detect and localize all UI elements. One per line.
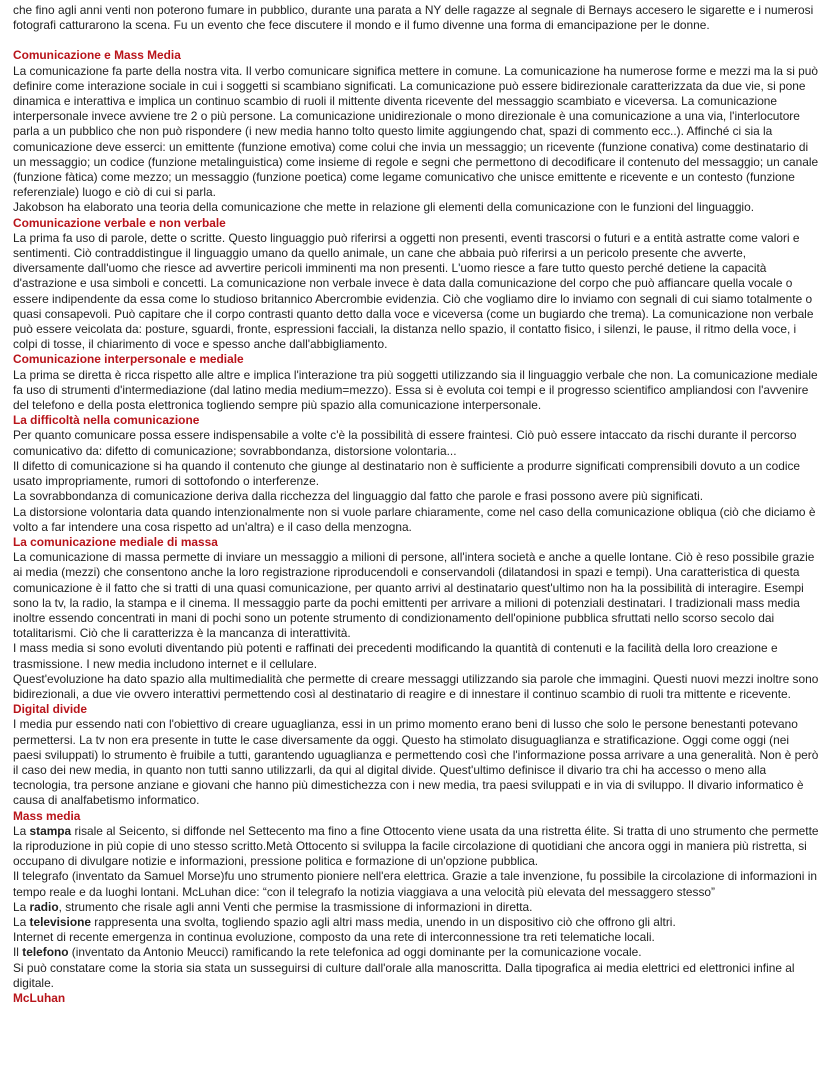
term-radio: radio [29, 899, 59, 914]
paragraph-telefono [13, 945, 820, 960]
text: risale al Seicento, si diffonde nel Settecento ma fino a fine Ottocento viene usata da una ristretta élite. Si tratta di uno strumento che permette la riproduzione in più copie di uno stesso scritto.Metà Ottocento si sviluppa la facile circolazione di quotidiani che ancora oggi in maniera più ristretta, si occupano di divulgare notizie e informazioni, pressione politica e formazione di un'opzione pubblica. [13, 823, 819, 869]
paragraph: Il difetto di comunicazione si ha quando il contenuto che giunge al destinatario non è sufficiente a produrre significati comprensibili dovuto a un codice usato impropriamente, rumori di sottofondo o interferenze. [13, 458, 801, 489]
heading-mediale-di-massa: La comunicazione mediale di massa [13, 534, 218, 549]
paragraph-stampa [13, 824, 820, 870]
heading-verbale-non-verbale: Comunicazione verbale e non verbale [13, 215, 226, 230]
term-telefono: telefono [22, 945, 69, 960]
heading-digital-divide: Digital divide [13, 702, 87, 717]
heading-comunicazione-mass-media: Comunicazione e Mass Media [13, 48, 181, 63]
intro-paragraph: che fino agli anni venti non poterono fumare in pubblico, durante una parata a NY delle ragazze al segnale di Bernays accesero le sigarette e i numerosi fotografi catturarono la scena. Fu un evento che fece discutere il mondo e il fumo divenne una forma di emancipazione per le donne. [13, 3, 814, 33]
paragraph: La prima se diretta è ricca rispetto alle altre e implica l'interazione tra più soggetti utilizzando sia il linguaggio verbale che non. La comunicazione mediale fa uso di strumenti d'intermediazione (dal latino media medium=mezzo). Essa si è evoluta coi tempi e il progresso scientifico ampliandosi con l'avvenire del telefono e della posta elettronica togliendo sempre più spazio alla comunicazione interpersonale. [13, 367, 818, 413]
text: La [13, 914, 30, 929]
paragraph: Jakobson ha elaborato una teoria della comunicazione che mette in relazione gli elementi della comunicazione con le funzioni del linguaggio. [13, 200, 754, 215]
paragraph: La distorsione volontaria data quando intenzionalmente non si vuole parlare chiaramente, come nel caso della comunicazione obliqua (ciò che diciamo è volto a far intendere una cosa rispetto ad un'altra) e il caso della menzogna. [13, 504, 816, 534]
paragraph-telegrafo: Il telegrafo (inventato da Samuel Morse)fu uno strumento pioniere nell'era elettrica. Grazie a tale invenzione, fu possibile la circolazione di informazioni in tempo reale e da luoghi lontani. McLuhan dice: “con il telegrafo la notizia viaggiava a una velocità più elevata del messaggero stesso” [13, 869, 817, 899]
paragraph: La sovrabbondanza di comunicazione deriva dalla ricchezza del linguaggio dal fatto che parole e frasi possono avere più significati. [13, 489, 704, 504]
paragraph: La comunicazione fa parte della nostra vita. Il verbo comunicare significa mettere in comune. La comunicazione ha numerose forme e mezzi ma la si può definire come interazione sociale in cui i soggetti si scambiano significati. La comunicazione può essere bidirezionale caratterizzata da due vie, si pone dinamica e interattiva e implica un continuo scambio di ruoli il mittente diventa ricevente del messaggio scambiato e viceversa. La comunicazione interpersonale invece avviene tre 2 o più persone. La comunicazione unidirezionale o mono direzionale è una comunicazione a una via, l'interlocutore parla a un pubblico che non può rispondere (i new media hanno tolto questo limite aggiungendo chat, spazi di commento ecc..). Affinché ci sia la comunicazione deve esserci: un emittente (funzione emotiva) come colui che invia un messaggio; un ricevente (funzione conativa) come destinatario di un messaggio; un codice (funzione metalinguistica) come insieme di regole e segni che permettono di decodificare il contenuto del messaggio; un canale (funzione fàtica) come mezzo; un messaggio (funzione poetica) come legame comunicativo che unisce emittente e ricevente e un contesto (funzione referenziale) luogo e ciò di cui si parla. [13, 63, 819, 200]
paragraph: La prima fa uso di parole, dette o scritte. Questo linguaggio può riferirsi a oggetti non presenti, eventi trascorsi o futuri e a entità astratte come valori e sentimenti. Ciò contraddistingue il linguaggio umano da quello animale, un cane che abbaia può riferirsi a un pericolo presente che avverte, diversamente dall'uomo che riesce ad avvertire pericoli imminenti ma non presenti. L'uomo riesce a fare tutto questo perché detiene la capacità d'astrazione e usa simboli e concetti. La comunicazione non verbale invece è data dalla comunicazione del corpo che può affiancare quella vocale o essere indipendente da essa come lo studioso britannico Abercrombie evidenzia. Ciò che vogliamo dire lo inviamo con segnali di cui siamo totalmente o quasi consapevoli. Può capitare che il corpo contrasti quanto detto dalla voce e viceversa (come un bugiardo che trema). La comunicazione non verbale può essere veicolata da: posture, sguardi, fronte, espressioni facciali, la distanza nello spazio, il contatto fisico, i silenzi, le pause, il ritmo della voce, i colpi di tosse, il chiarimento di voce e spesso anche dall'abbigliamento. [13, 230, 814, 352]
heading-mcluhan: McLuhan [13, 991, 66, 1005]
heading-interpersonale-mediale: Comunicazione interpersonale e mediale [13, 352, 244, 367]
paragraph: I media pur essendo nati con l'obiettivo di creare uguaglianza, essi in un primo momento erano beni di lusso che solo le persone benestanti potevano permettersi. La tv non era presente in tutte le case diversamente da oggi. Questo ha stimolato disuguaglianza e stratificazione. Oggi come oggi (nei paesi sviluppati) lo strumento è fruibile a tutti, garantendo uguaglianza e permettendo così che l'informazione possa arrivare a una generalità. Non è però il caso dei new media, in quanto non tutti sanno utilizzarli, da qui al digital divide. Quest'ultimo definisce il divario tra chi ha accesso o meno alla tecnologia, tra persone anziane e giovani che hanno più dimestichezza con i new media, tra paesi sviluppati e in via di sviluppo. Il divario informatico è causa di analfabetismo informatico. [13, 717, 819, 808]
paragraph: I mass media si sono evoluti diventando più potenti e raffinati dei precedenti modificando la quantità di contenuti e la facilità della loro creazione e trasmissione. I new media includono internet e il cellulare. [13, 641, 778, 671]
paragraph: Quest'evoluzione ha dato spazio alla multimedialità che permette di creare messaggi utilizzando sia parole che immagini. Questi nuovi mezzi inoltre sono bidirezionali, a due vie ovvero interattivi permettendo così al destinatario di reagire e di innestare il continuo scambio di ruoli tra mittente e ricevente. [13, 671, 819, 701]
text: (inventato da Antonio Meucci) ramificando la rete telefonica ad oggi dominante per la comunicazione vocale. [68, 945, 642, 960]
text: La [13, 899, 30, 914]
paragraph: La comunicazione di massa permette di inviare un messaggio a milioni di persone, all'intera società e anche a quelle lontane. Ciò è reso possibile grazie ai media (mezzi) che consentono anche la loro registrazione riproducendoli e conservandoli (dilatandosi in spazi e tempi). Una caratteristica di questa comunicazione è il fatto che si tratti di una quasi comunicazione, per quanto arrivi al destinatario quest'ultimo non ha la possibilità di interagire. Esempi sono la tv, la radio, la stampa e il cinema. Il messaggio parte da pochi emittenti per arrivare a milioni di potenziali destinatari. I tradizionali mass media inoltre essendo concentrati in mani di pochi sono un potente strumento di condizionamento dell'opinione pubblica sfruttati nello scorso secolo dai totalitarismi. Ciò che li caratterizza è la mancanza di interattività. [13, 550, 815, 641]
text: , strumento che risale agli anni Venti che permise la trasmissione di informazioni in diretta. [58, 899, 533, 914]
spacer [13, 33, 820, 48]
paragraph-radio [13, 900, 820, 915]
heading-mass-media: Mass media [13, 808, 81, 823]
term-stampa: stampa [29, 823, 72, 838]
paragraph: Per quanto comunicare possa essere indispensabile a volte c'è la possibilità di essere fraintesi. Ciò può essere intaccato da rischi durante il percorso comunicativo da: difetto di comunicazione; sovrabbondanza, distorsione volontaria... [13, 428, 797, 458]
heading-difficolta: La difficoltà nella comunicazione [13, 413, 200, 428]
paragraph-internet: Internet di recente emergenza in continua evoluzione, composto da una rete di interconnessione tra reti telematiche locali. [13, 930, 655, 945]
text: La [13, 823, 30, 838]
paragraph-televisione [13, 915, 820, 930]
term-televisione: televisione [29, 914, 91, 929]
paragraph-closing: Si può constatare come la storia sia stata un susseguirsi di culture dall'orale alla manoscritta. Dalla tipografica ai media elettrici ed elettronici infine al digitale. [13, 960, 795, 990]
text: Il [13, 945, 23, 960]
text: rappresenta una svolta, togliendo spazio agli altri mass media, unendo in un dispositivo ciò che offrono gli altri. [91, 914, 676, 929]
